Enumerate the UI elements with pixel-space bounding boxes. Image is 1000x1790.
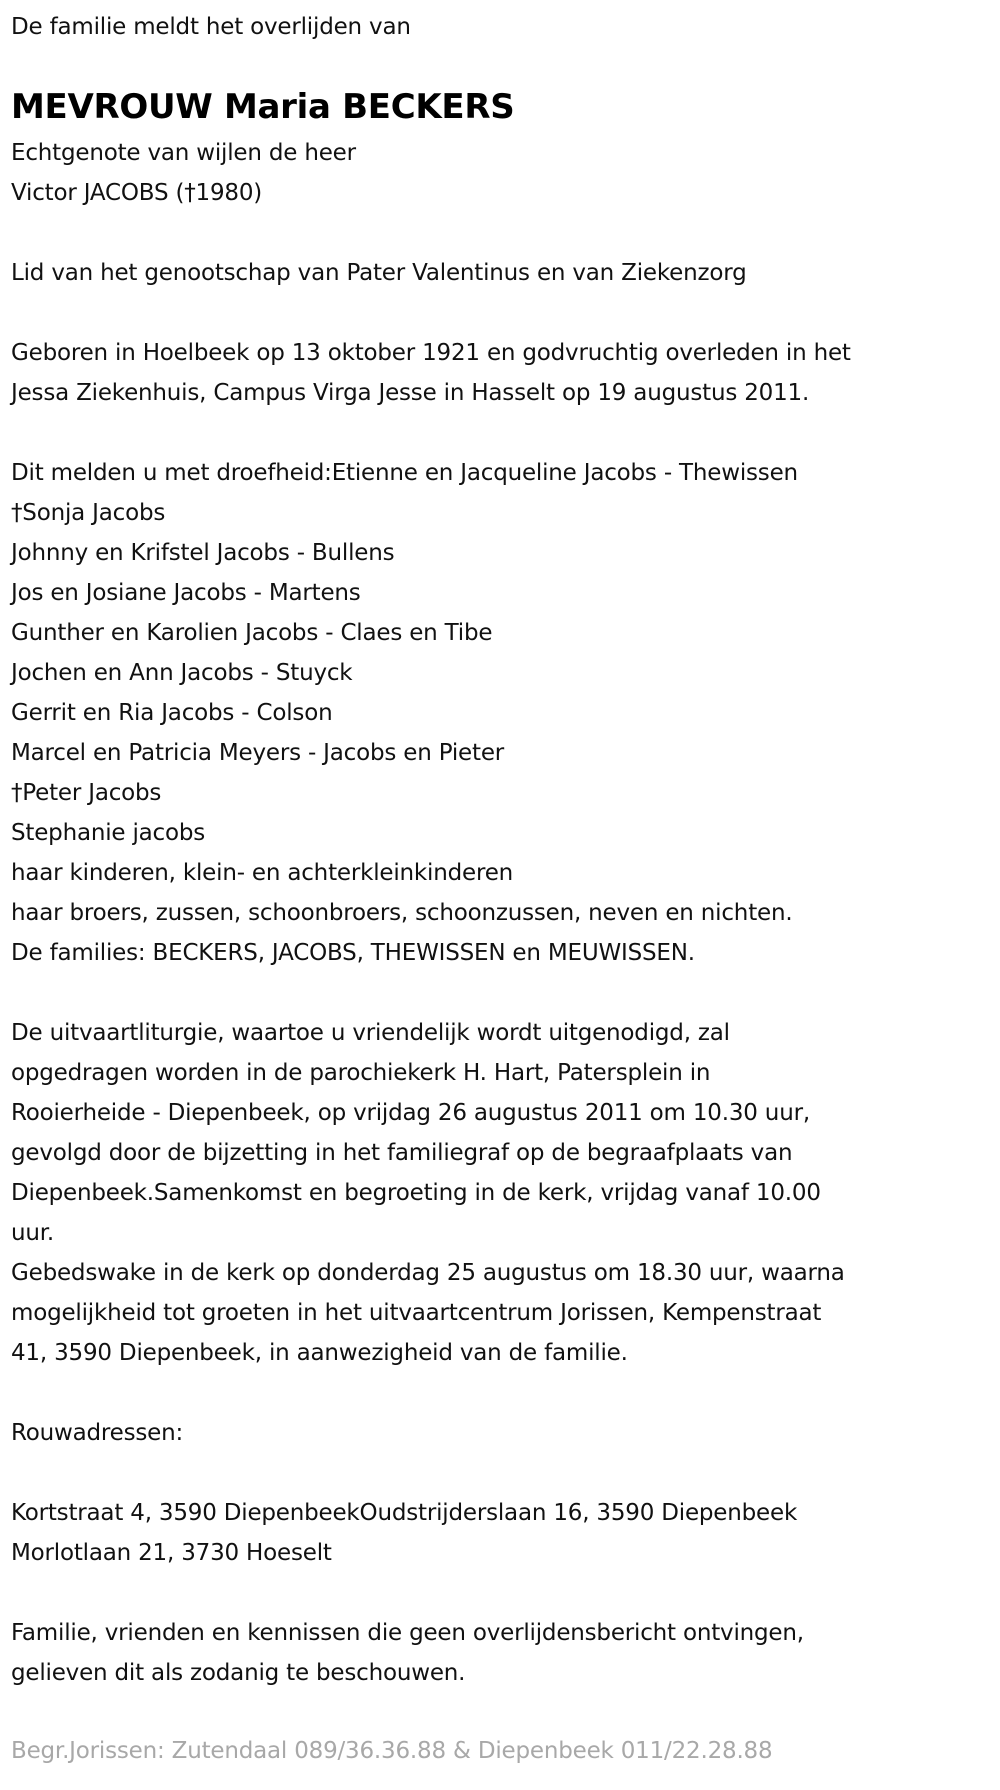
condolence-addresses: [11, 1493, 1000, 1573]
text-line: Gebedswake in de kerk op donderdag 25 augustus om 18.30 uur, waarna: [11, 1260, 845, 1286]
text-line: Jochen en Ann Jacobs - Stuyck: [11, 660, 353, 686]
spouse-paragraph: [11, 133, 1000, 213]
text-line: mogelijkheid tot groeten in het uitvaartcentrum Jorissen, Kempenstraat: [11, 1300, 822, 1326]
text-line: Victor JACOBS (†1980): [11, 180, 263, 206]
text-line: †Peter Jacobs: [11, 780, 162, 806]
membership-paragraph: [11, 253, 1000, 293]
notice-paragraph: [11, 1613, 1000, 1693]
text-line: haar kinderen, klein- en achterkleinkinderen: [11, 860, 514, 886]
text-line: Rouwadressen:: [11, 1420, 184, 1446]
funeral-home-footer: Begr.Jorissen: Zutendaal 089/36.36.88 & Diepenbeek 011/22.28.88: [11, 1738, 773, 1764]
text-line: Marcel en Patricia Meyers - Jacobs en Pieter: [11, 740, 505, 766]
funeral-service-paragraph: [11, 1013, 1000, 1373]
text-line: Dit melden u met droefheid:Etienne en Jacqueline Jacobs - Thewissen: [11, 460, 798, 486]
text-line: Jos en Josiane Jacobs - Martens: [11, 580, 361, 606]
text-line: Lid van het genootschap van Pater Valentinus en van Ziekenzorg: [11, 260, 747, 286]
text-line: 41, 3590 Diepenbeek, in aanwezigheid van de familie.: [11, 1340, 628, 1366]
text-line: De uitvaartliturgie, waartoe u vriendelijk wordt uitgenodigd, zal: [11, 1020, 730, 1046]
text-line: Johnny en Krifstel Jacobs - Bullens: [11, 540, 395, 566]
text-line: †Sonja Jacobs: [11, 500, 166, 526]
text-line: Geboren in Hoelbeek op 13 oktober 1921 en godvruchtig overleden in het: [11, 340, 851, 366]
intro-text: De familie meldt het overlijden van: [11, 14, 411, 40]
text-line: De families: BECKERS, JACOBS, THEWISSEN en MEUWISSEN.: [11, 940, 695, 966]
text-line: Gunther en Karolien Jacobs - Claes en Tibe: [11, 620, 493, 646]
text-line: Stephanie jacobs: [11, 820, 206, 846]
text-line: Familie, vrienden en kennissen die geen overlijdensbericht ontvingen,: [11, 1620, 804, 1646]
mourners-list: [11, 453, 1000, 973]
deceased-name-heading: MEVROUW Maria BECKERS: [11, 87, 515, 127]
text-line: Rooierheide - Diepenbeek, op vrijdag 26 augustus 2011 om 10.30 uur,: [11, 1100, 810, 1126]
text-line: Echtgenote van wijlen de heer: [11, 140, 356, 166]
text-line: haar broers, zussen, schoonbroers, schoonzussen, neven en nichten.: [11, 900, 793, 926]
text-line: Diepenbeek.Samenkomst en begroeting in de kerk, vrijdag vanaf 10.00: [11, 1180, 821, 1206]
text-line: uur.: [11, 1220, 55, 1246]
text-line: gevolgd door de bijzetting in het familiegraf op de begraafplaats van: [11, 1140, 793, 1166]
text-line: Jessa Ziekenhuis, Campus Virga Jesse in Hasselt op 19 augustus 2011.: [11, 380, 810, 406]
text-line: Kortstraat 4, 3590 DiepenbeekOudstrijderslaan 16, 3590 Diepenbeek: [11, 1500, 798, 1526]
text-line: gelieven dit als zodanig te beschouwen.: [11, 1660, 466, 1686]
text-line: Gerrit en Ria Jacobs - Colson: [11, 700, 333, 726]
birth-death-paragraph: [11, 333, 1000, 413]
text-line: Morlotlaan 21, 3730 Hoeselt: [11, 1540, 332, 1566]
text-line: opgedragen worden in de parochiekerk H. Hart, Patersplein in: [11, 1060, 711, 1086]
condolence-addresses-label: [11, 1413, 1000, 1453]
obituary-body: [11, 133, 1000, 1693]
